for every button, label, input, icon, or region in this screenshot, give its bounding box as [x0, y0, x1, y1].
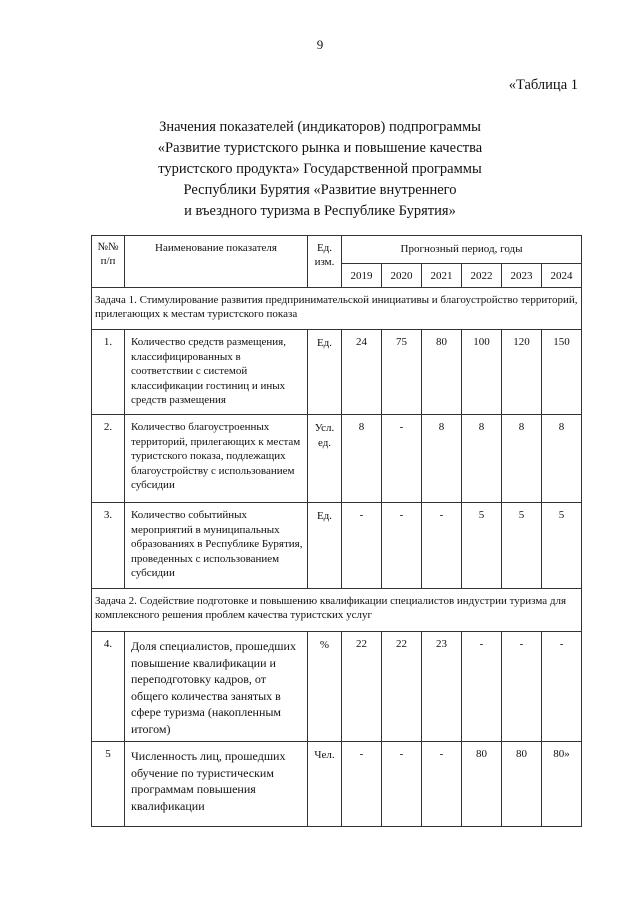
- row-value: -: [502, 632, 542, 742]
- header-year: 2019: [342, 264, 382, 288]
- page-number: 9: [316, 37, 324, 52]
- row-value: 22: [342, 632, 382, 742]
- row-value: 23: [422, 632, 462, 742]
- row-value: 5: [502, 503, 542, 589]
- row-value: 120: [502, 330, 542, 415]
- heading-line: туристского продукта» Государственной программы: [158, 161, 482, 177]
- header-name: Наименование показателя: [125, 236, 308, 288]
- row-value: -: [422, 503, 462, 589]
- row-num: 5: [92, 742, 125, 827]
- row-unit: Ед.: [308, 330, 342, 415]
- heading-line: Значения показателей (индикаторов) подпрограммы: [159, 119, 481, 135]
- row-unit: Усл. ед.: [308, 415, 342, 503]
- row-value: 80: [502, 742, 542, 827]
- row-value: -: [382, 742, 422, 827]
- heading-line: Республики Бурятия «Развитие внутреннего: [183, 182, 457, 198]
- row-value: -: [342, 742, 382, 827]
- table-row: [92, 742, 582, 827]
- table-row: [92, 632, 582, 742]
- row-value: 5: [462, 503, 502, 589]
- header-year: 2021: [422, 264, 462, 288]
- row-name: Количество средств размещения, классифицированных в соответствии с системой классификации гостиниц и иных средств размещения: [125, 330, 308, 415]
- heading-line: «Развитие туристского рынка и повышение качества: [157, 140, 483, 156]
- row-value: -: [342, 503, 382, 589]
- header-period: Прогнозный период, годы: [342, 236, 582, 264]
- header-year: 2022: [462, 264, 502, 288]
- row-value: 5: [542, 503, 582, 589]
- row-value: 8: [502, 415, 542, 503]
- heading-line: и въездного туризма в Республике Бурятия»: [184, 203, 456, 219]
- row-value: 75: [382, 330, 422, 415]
- row-value: 80: [462, 742, 502, 827]
- row-value: 22: [382, 632, 422, 742]
- header-year: 2024: [542, 264, 582, 288]
- row-value: -: [542, 632, 582, 742]
- row-num: 3.: [92, 503, 125, 589]
- table-row: [92, 415, 582, 503]
- table-label: «Таблица 1: [508, 77, 578, 93]
- row-value: 80: [422, 330, 462, 415]
- row-value: -: [462, 632, 502, 742]
- row-value: 8: [342, 415, 382, 503]
- row-value: 24: [342, 330, 382, 415]
- row-value: 8: [462, 415, 502, 503]
- row-value: -: [382, 503, 422, 589]
- row-value: 8: [542, 415, 582, 503]
- row-value: 80»: [542, 742, 582, 827]
- row-value: 150: [542, 330, 582, 415]
- row-unit: %: [308, 632, 342, 742]
- row-value: 100: [462, 330, 502, 415]
- row-name: Доля специалистов, прошедших повышение квалификации и переподготовку кадров, от общего количества занятых в сфере туризма (накопленным итогом): [125, 632, 308, 742]
- task-1-row: Задача 1. Стимулирование развития предпринимательской инициативы и благоустройство территорий, прилегающих к местам туристского показа: [92, 288, 582, 330]
- table-heading: [120, 117, 520, 222]
- header-unit: Ед. изм.: [308, 236, 342, 288]
- table-row: [92, 503, 582, 589]
- row-unit: Ед.: [308, 503, 342, 589]
- row-value: 8: [422, 415, 462, 503]
- row-value: -: [382, 415, 422, 503]
- header-year: 2020: [382, 264, 422, 288]
- row-name: Количество благоустроенных территорий, прилегающих к местам туристского показа, подлежащих благоустройству с использованием субсидии: [125, 415, 308, 503]
- indicators-table: [91, 235, 582, 827]
- row-name: Численность лиц, прошедших обучение по туристическим программам повышения квалификации: [125, 742, 308, 827]
- row-num: 2.: [92, 415, 125, 503]
- row-name: Количество событийных мероприятий в муниципальных образованиях в Республике Бурятия, проведенных с использованием субсидии: [125, 503, 308, 589]
- task-2-row: Задача 2. Содействие подготовке и повышению квалификации специалистов индустрии туризма для комплексного решения проблем качества туристских услуг: [92, 589, 582, 632]
- header-year: 2023: [502, 264, 542, 288]
- row-unit: Чел.: [308, 742, 342, 827]
- table-row: [92, 330, 582, 415]
- row-value: -: [422, 742, 462, 827]
- header-num: №№ п/п: [92, 236, 125, 288]
- row-num: 1.: [92, 330, 125, 415]
- row-num: 4.: [92, 632, 125, 742]
